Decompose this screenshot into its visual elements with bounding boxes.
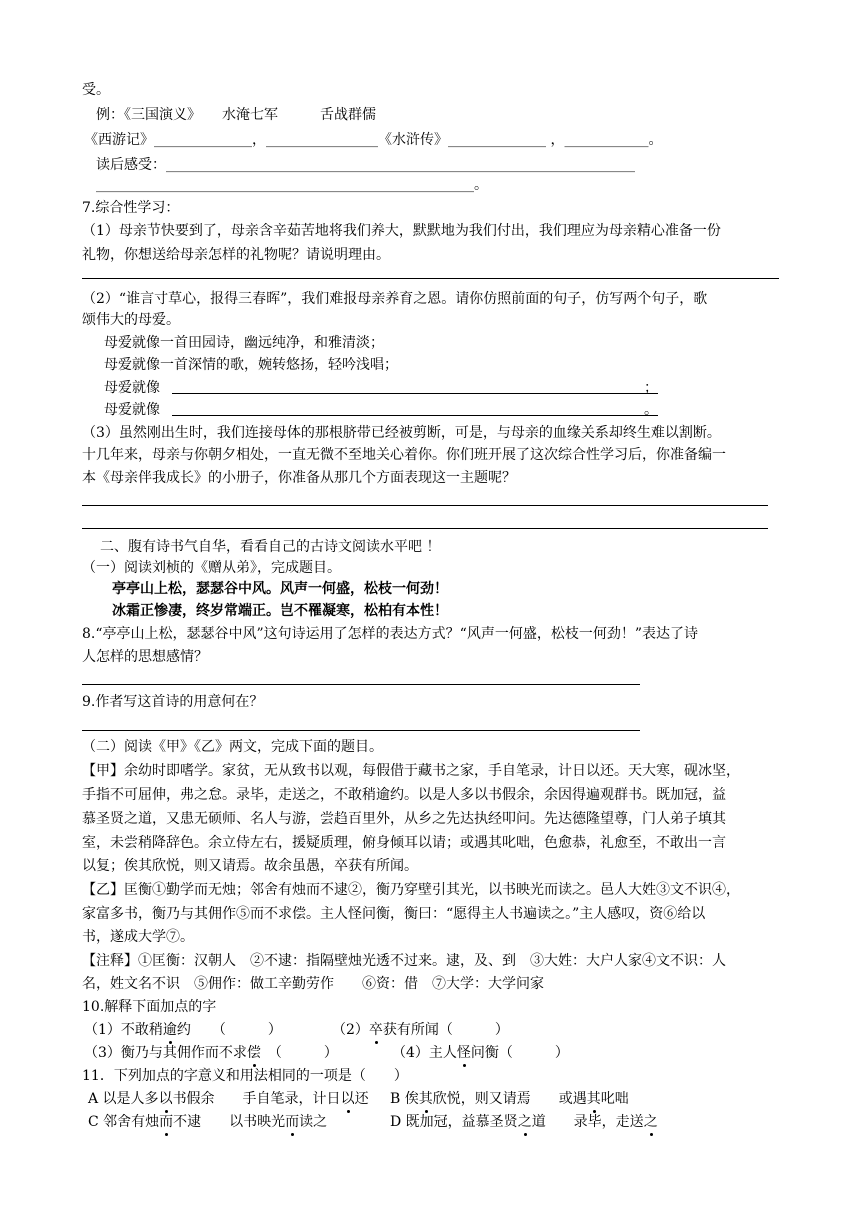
text-line: 受。: [82, 82, 110, 98]
text-line: （2）“谁言寸草心，报得三春晖”，我们难报母亲养育之恩。请你仿照前面的句子，仿写两个句子，歌: [82, 291, 708, 307]
notes-line: 【注释】①匡衡：汉朝人 ②不逮：指隔壁烛光透不过来。逮，及、到 ③大姓：大户人家④文不识：人: [82, 953, 726, 969]
q10-item-3: （3）衡乃与其佣作而不求偿 （ ）: [84, 1045, 338, 1061]
q11-option-d: D 既加冠，益慕圣贤之道 录毕，走送之: [390, 1114, 658, 1130]
question-text: 9.作者写这首诗的用意何在？: [82, 694, 264, 710]
question-heading: 11．下列加点的字意义和用法相同的一项是（ ）: [82, 1068, 408, 1084]
q11-option-c: C 邻舍有烛而不逮 以书映光而读之: [88, 1114, 328, 1130]
example-line: 例：《三国演义》 水淹七军 舌战群儒: [96, 107, 376, 123]
passage-line: 【乙】匡衡①勤学而无烛；邻舍有烛而不逮②，衡乃穿壁引其光，以书映光而读之。邑人大姓③文不识④，: [82, 882, 740, 898]
section-heading: 二、腹有诗书气自华，看看自己的古诗文阅读水平吧 ！: [100, 539, 441, 555]
question-text: 人怎样的思想感情？: [82, 649, 208, 665]
q11-option-b: B 俟其欣悦，则又请焉 或遇其叱咄: [390, 1091, 629, 1107]
fill-blank-line: ______________________________________________________。: [96, 177, 488, 193]
q10-item-1: （1）不敢稍逾约 （ ）: [84, 1022, 282, 1038]
example-line: 母爱就像一首田园诗，幽远纯净，和雅清淡；: [104, 335, 384, 351]
text-line: （3）虽然刚出生时，我们连接母体的那根脐带已经被剪断，可是，与母亲的血缘关系却终生难以割断。: [82, 425, 721, 441]
passage-line: 室，未尝稍降辞色。余立侍左右，援疑质理，俯身倾耳以请；或遇其叱咄，色愈恭，礼愈至，不敢出一言: [82, 835, 726, 851]
poem-line: 亭亭山上松，瑟瑟谷中风。风声一何盛，松枝一何劲！: [112, 581, 448, 597]
fill-blank-line: 母爱就像: [104, 380, 160, 396]
q10-item-2: （2）卒获有所闻（ ）: [332, 1022, 509, 1038]
fill-blank-line: 《西游记》______________，________________《水浒传》______________ ，____________。: [84, 132, 663, 148]
text-line: 十几年来，母亲与你朝夕相处，一直无微不至地关心着你。你们班开展了这次综合性学习后，你准备编一: [82, 447, 726, 463]
text-line: 礼物，你想送给母亲怎样的礼物呢？请说明理由。: [82, 247, 390, 263]
question-heading: 10.解释下面加点的字: [82, 999, 217, 1015]
text-line: 本《母亲伴我成长》的小册子，你准备从那几个方面表现这一主题呢？: [82, 470, 516, 486]
fill-blank-line: 读后感受：___________________________________________________________________: [96, 157, 635, 173]
passage-line: 【甲】余幼时即嗜学。家贫，无从致书以观，每假借于藏书之家，手自笔录，计日以还。天大寒，砚冰坚，: [82, 763, 740, 779]
q11-option-a: A 以是人多以书假余 手自笔录，计日以还: [88, 1091, 369, 1107]
question-heading: 7.综合性学习：: [82, 200, 180, 216]
passage-line: 慕圣贤之道，又患无硕师、名人与游，尝趋百里外，从乡之先达执经叩问。先达德隆望尊，门人弟子填其: [82, 811, 726, 827]
answer-line: [82, 730, 640, 731]
text-line: （二）阅读《甲》《乙》两文，完成下面的题目。: [82, 739, 383, 755]
answer-line: [82, 684, 640, 685]
answer-line: [82, 505, 768, 506]
answer-line: [82, 528, 768, 529]
q10-item-4: （4）主人怪问衡（ ）: [392, 1045, 569, 1061]
example-line: 母爱就像一首深情的歌，婉转悠扬，轻吟浅唱；: [104, 357, 398, 373]
notes-line: 名，姓文名不识 ⑤佣作：做工辛勤劳作 ⑥资：借 ⑦大学：大学问家: [82, 976, 544, 992]
passage-line: 手指不可屈伸，弗之怠。录毕，走送之，不敢稍逾约。以是人多以书假余，余因得遍观群书。既加冠，益: [82, 787, 726, 803]
answer-line: [172, 393, 658, 394]
text-line: （一）阅读刘桢的《赠从弟》，完成题目。: [82, 560, 341, 576]
poem-line: 冰霜正惨凄，终岁常端正。岂不罹凝寒，松柏有本性！: [112, 603, 448, 619]
text-line: ；: [644, 380, 658, 396]
question-text: 8.“亭亭山上松，瑟瑟谷中风”这句诗运用了怎样的表达方式？“风声一何盛，松枝一何劲！”表达了诗: [82, 626, 698, 642]
passage-line: 家富多书，衡乃与其佣作⑤而不求偿。主人怪问衡，衡曰：“愿得主人书遍读之。”主人感叹，资⑥给以: [82, 906, 706, 922]
fill-blank-line: 母爱就像: [104, 402, 160, 418]
passage-line: 书，遂成大学⑦。: [82, 929, 194, 945]
text-line: （1）母亲节快要到了，母亲含辛茹苦地将我们养大，默默地为我们付出，我们理应为母亲精心准备一份: [82, 223, 721, 239]
passage-line: 以复；俟其欣悦，则又请焉。故余虽愚，卒获有所闻。: [82, 858, 418, 874]
answer-line: [172, 415, 658, 416]
text-line: 颂伟大的母爱。: [82, 312, 180, 328]
text-line: 。: [644, 402, 658, 418]
answer-line: [82, 278, 779, 279]
